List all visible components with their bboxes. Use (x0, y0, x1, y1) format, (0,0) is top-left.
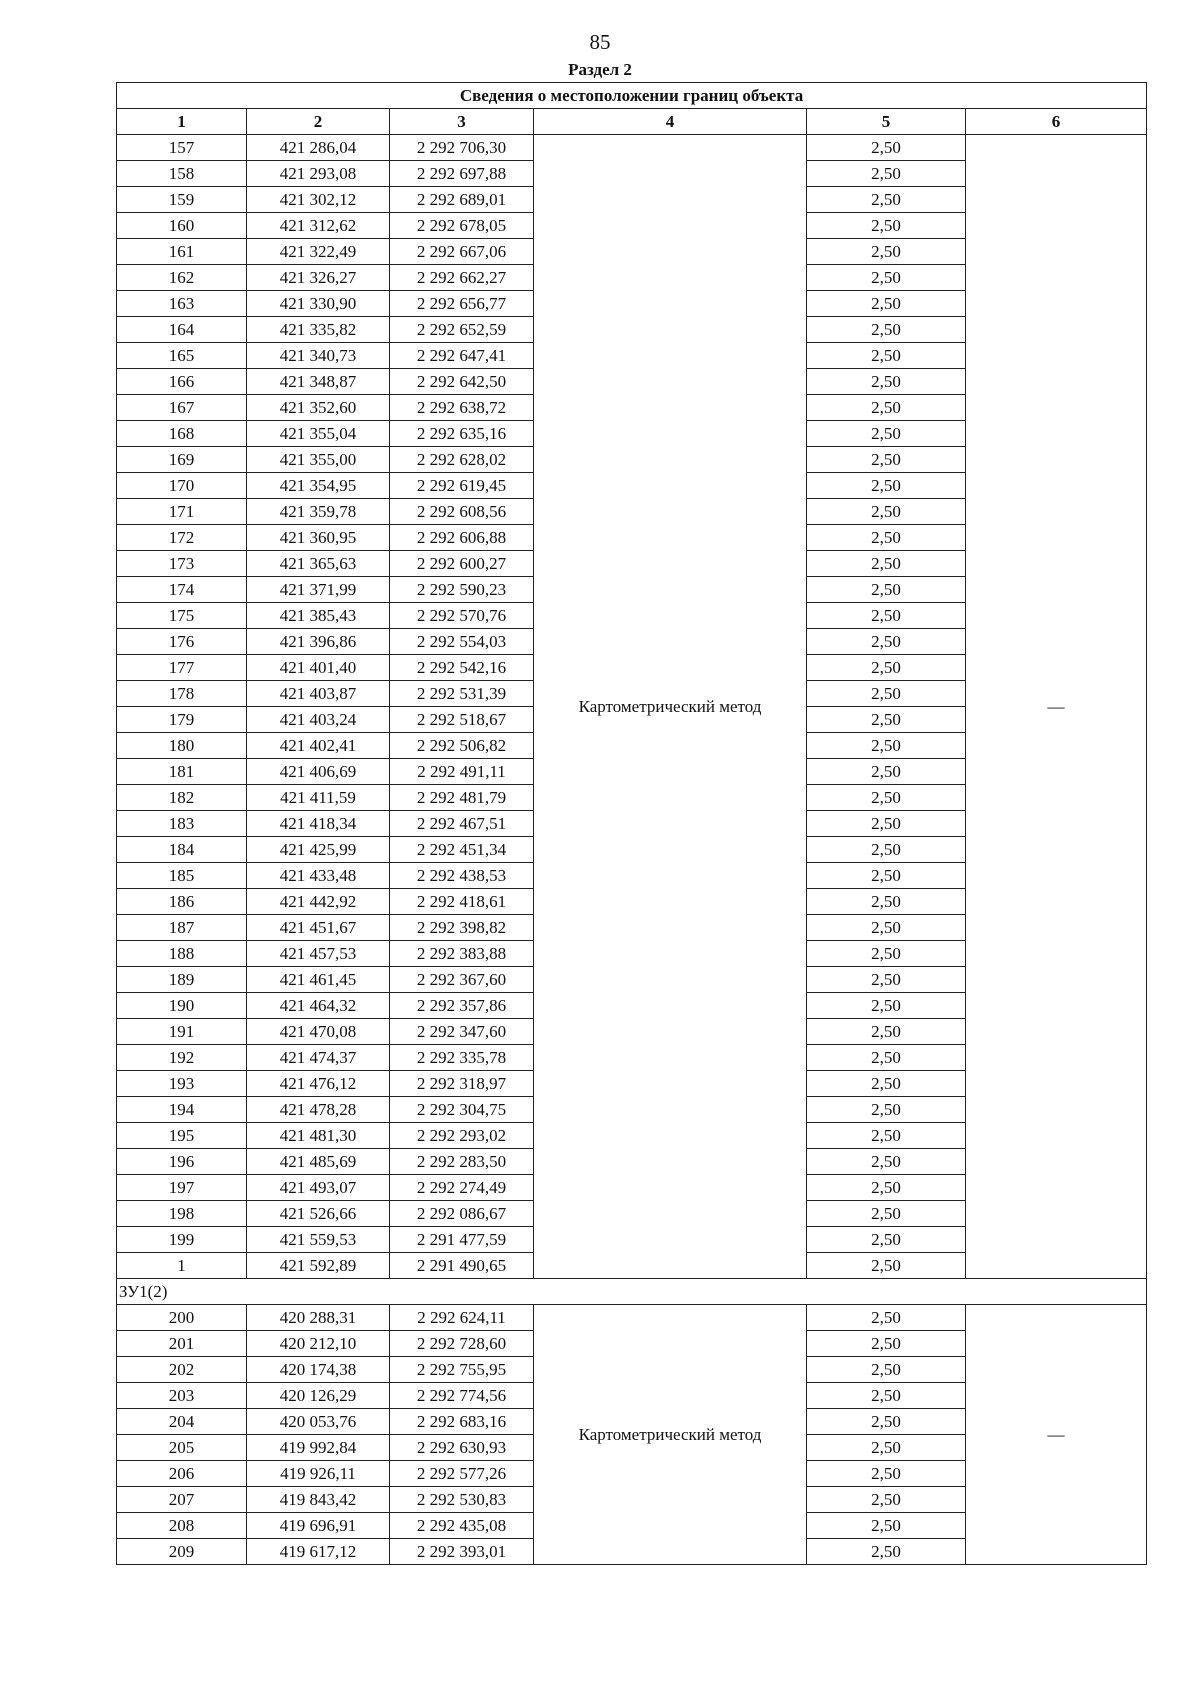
point-number-cell: 174 (117, 577, 247, 603)
x-coordinate-cell: 419 926,11 (247, 1461, 390, 1487)
y-coordinate-cell: 2 292 542,16 (390, 655, 534, 681)
group-label: ЗУ1(2) (117, 1279, 1147, 1305)
x-coordinate-cell: 421 418,34 (247, 811, 390, 837)
x-coordinate-cell: 421 559,53 (247, 1227, 390, 1253)
point-number-cell: 173 (117, 551, 247, 577)
y-coordinate-cell: 2 292 774,56 (390, 1383, 534, 1409)
y-coordinate-cell: 2 292 608,56 (390, 499, 534, 525)
y-coordinate-cell: 2 292 630,93 (390, 1435, 534, 1461)
x-coordinate-cell: 421 293,08 (247, 161, 390, 187)
accuracy-cell: 2,50 (807, 161, 966, 187)
y-coordinate-cell: 2 292 398,82 (390, 915, 534, 941)
accuracy-cell: 2,50 (807, 993, 966, 1019)
y-coordinate-cell: 2 292 642,50 (390, 369, 534, 395)
point-number-cell: 193 (117, 1071, 247, 1097)
point-number-cell: 184 (117, 837, 247, 863)
accuracy-cell: 2,50 (807, 1175, 966, 1201)
point-number-cell: 177 (117, 655, 247, 681)
accuracy-cell: 2,50 (807, 733, 966, 759)
x-coordinate-cell: 421 425,99 (247, 837, 390, 863)
y-coordinate-cell: 2 292 393,01 (390, 1539, 534, 1565)
x-coordinate-cell: 421 322,49 (247, 239, 390, 265)
accuracy-cell: 2,50 (807, 941, 966, 967)
point-number-cell: 182 (117, 785, 247, 811)
y-coordinate-cell: 2 292 438,53 (390, 863, 534, 889)
x-coordinate-cell: 420 174,38 (247, 1357, 390, 1383)
point-number-cell: 157 (117, 135, 247, 161)
y-coordinate-cell: 2 292 347,60 (390, 1019, 534, 1045)
y-coordinate-cell: 2 292 606,88 (390, 525, 534, 551)
x-coordinate-cell: 419 696,91 (247, 1513, 390, 1539)
x-coordinate-cell: 421 355,04 (247, 421, 390, 447)
point-number-cell: 199 (117, 1227, 247, 1253)
x-coordinate-cell: 421 493,07 (247, 1175, 390, 1201)
point-number-cell: 189 (117, 967, 247, 993)
accuracy-cell: 2,50 (807, 421, 966, 447)
x-coordinate-cell: 420 288,31 (247, 1305, 390, 1331)
y-coordinate-cell: 2 292 683,16 (390, 1409, 534, 1435)
x-coordinate-cell: 421 433,48 (247, 863, 390, 889)
x-coordinate-cell: 421 411,59 (247, 785, 390, 811)
column-header: 1 (117, 109, 247, 135)
point-number-cell: 168 (117, 421, 247, 447)
x-coordinate-cell: 421 355,00 (247, 447, 390, 473)
accuracy-cell: 2,50 (807, 213, 966, 239)
accuracy-cell: 2,50 (807, 1253, 966, 1279)
point-number-cell: 187 (117, 915, 247, 941)
point-number-cell: 201 (117, 1331, 247, 1357)
accuracy-cell: 2,50 (807, 369, 966, 395)
y-coordinate-cell: 2 292 283,50 (390, 1149, 534, 1175)
x-coordinate-cell: 421 312,62 (247, 213, 390, 239)
y-coordinate-cell: 2 292 635,16 (390, 421, 534, 447)
column-header: 3 (390, 109, 534, 135)
x-coordinate-cell: 421 485,69 (247, 1149, 390, 1175)
y-coordinate-cell: 2 292 383,88 (390, 941, 534, 967)
y-coordinate-cell: 2 292 554,03 (390, 629, 534, 655)
x-coordinate-cell: 421 481,30 (247, 1123, 390, 1149)
x-coordinate-cell: 421 326,27 (247, 265, 390, 291)
y-coordinate-cell: 2 292 318,97 (390, 1071, 534, 1097)
y-coordinate-cell: 2 292 451,34 (390, 837, 534, 863)
y-coordinate-cell: 2 292 647,41 (390, 343, 534, 369)
point-number-cell: 192 (117, 1045, 247, 1071)
y-coordinate-cell: 2 292 274,49 (390, 1175, 534, 1201)
table-body (117, 135, 1147, 1565)
point-number-cell: 205 (117, 1435, 247, 1461)
y-coordinate-cell: 2 292 570,76 (390, 603, 534, 629)
table-caption: Сведения о местоположении границ объекта (117, 83, 1147, 109)
y-coordinate-cell: 2 292 481,79 (390, 785, 534, 811)
y-coordinate-cell: 2 292 590,23 (390, 577, 534, 603)
column-header: 4 (534, 109, 807, 135)
x-coordinate-cell: 421 352,60 (247, 395, 390, 421)
y-coordinate-cell: 2 292 678,05 (390, 213, 534, 239)
x-coordinate-cell: 421 474,37 (247, 1045, 390, 1071)
y-coordinate-cell: 2 292 357,86 (390, 993, 534, 1019)
point-number-cell: 190 (117, 993, 247, 1019)
accuracy-cell: 2,50 (807, 1149, 966, 1175)
y-coordinate-cell: 2 292 335,78 (390, 1045, 534, 1071)
x-coordinate-cell: 421 476,12 (247, 1071, 390, 1097)
accuracy-cell: 2,50 (807, 1305, 966, 1331)
accuracy-cell: 2,50 (807, 707, 966, 733)
point-number-cell: 159 (117, 187, 247, 213)
accuracy-cell: 2,50 (807, 863, 966, 889)
y-coordinate-cell: 2 292 619,45 (390, 473, 534, 499)
point-number-cell: 191 (117, 1019, 247, 1045)
point-number-cell: 194 (117, 1097, 247, 1123)
x-coordinate-cell: 421 302,12 (247, 187, 390, 213)
method-cell: Картометрический метод (534, 135, 807, 1279)
x-coordinate-cell: 421 470,08 (247, 1019, 390, 1045)
point-number-cell: 202 (117, 1357, 247, 1383)
accuracy-cell: 2,50 (807, 1383, 966, 1409)
point-number-cell: 161 (117, 239, 247, 265)
point-number-cell: 185 (117, 863, 247, 889)
point-number-cell: 178 (117, 681, 247, 707)
accuracy-cell: 2,50 (807, 1331, 966, 1357)
y-coordinate-cell: 2 292 656,77 (390, 291, 534, 317)
point-number-cell: 158 (117, 161, 247, 187)
y-coordinate-cell: 2 292 491,11 (390, 759, 534, 785)
point-number-cell: 169 (117, 447, 247, 473)
x-coordinate-cell: 421 464,32 (247, 993, 390, 1019)
accuracy-cell: 2,50 (807, 473, 966, 499)
y-coordinate-cell: 2 292 577,26 (390, 1461, 534, 1487)
x-coordinate-cell: 421 451,67 (247, 915, 390, 941)
y-coordinate-cell: 2 292 755,95 (390, 1357, 534, 1383)
accuracy-cell: 2,50 (807, 265, 966, 291)
y-coordinate-cell: 2 292 530,83 (390, 1487, 534, 1513)
x-coordinate-cell: 421 286,04 (247, 135, 390, 161)
x-coordinate-cell: 421 406,69 (247, 759, 390, 785)
table-row (117, 135, 1147, 161)
accuracy-cell: 2,50 (807, 967, 966, 993)
y-coordinate-cell: 2 292 467,51 (390, 811, 534, 837)
point-number-cell: 180 (117, 733, 247, 759)
point-number-cell: 171 (117, 499, 247, 525)
accuracy-cell: 2,50 (807, 1409, 966, 1435)
x-coordinate-cell: 421 330,90 (247, 291, 390, 317)
accuracy-cell: 2,50 (807, 239, 966, 265)
y-coordinate-cell: 2 291 490,65 (390, 1253, 534, 1279)
accuracy-cell: 2,50 (807, 1357, 966, 1383)
point-number-cell: 179 (117, 707, 247, 733)
point-number-cell: 160 (117, 213, 247, 239)
x-coordinate-cell: 421 461,45 (247, 967, 390, 993)
x-coordinate-cell: 421 365,63 (247, 551, 390, 577)
y-coordinate-cell: 2 292 304,75 (390, 1097, 534, 1123)
point-number-cell: 204 (117, 1409, 247, 1435)
accuracy-cell: 2,50 (807, 811, 966, 837)
x-coordinate-cell: 421 592,89 (247, 1253, 390, 1279)
x-coordinate-cell: 419 843,42 (247, 1487, 390, 1513)
y-coordinate-cell: 2 292 293,02 (390, 1123, 534, 1149)
x-coordinate-cell: 419 617,12 (247, 1539, 390, 1565)
note-cell: — (966, 135, 1147, 1279)
point-number-cell: 170 (117, 473, 247, 499)
y-coordinate-cell: 2 292 367,60 (390, 967, 534, 993)
point-number-cell: 197 (117, 1175, 247, 1201)
x-coordinate-cell: 420 212,10 (247, 1331, 390, 1357)
y-coordinate-cell: 2 292 628,02 (390, 447, 534, 473)
accuracy-cell: 2,50 (807, 1513, 966, 1539)
x-coordinate-cell: 421 335,82 (247, 317, 390, 343)
accuracy-cell: 2,50 (807, 343, 966, 369)
y-coordinate-cell: 2 292 531,39 (390, 681, 534, 707)
accuracy-cell: 2,50 (807, 1435, 966, 1461)
x-coordinate-cell: 421 385,43 (247, 603, 390, 629)
accuracy-cell: 2,50 (807, 785, 966, 811)
x-coordinate-cell: 421 354,95 (247, 473, 390, 499)
y-coordinate-cell: 2 292 518,67 (390, 707, 534, 733)
table-row (117, 1305, 1147, 1331)
accuracy-cell: 2,50 (807, 915, 966, 941)
note-cell: — (966, 1305, 1147, 1565)
x-coordinate-cell: 420 126,29 (247, 1383, 390, 1409)
accuracy-cell: 2,50 (807, 1123, 966, 1149)
accuracy-cell: 2,50 (807, 681, 966, 707)
accuracy-cell: 2,50 (807, 837, 966, 863)
point-number-cell: 164 (117, 317, 247, 343)
y-coordinate-cell: 2 292 506,82 (390, 733, 534, 759)
point-number-cell: 181 (117, 759, 247, 785)
x-coordinate-cell: 421 360,95 (247, 525, 390, 551)
accuracy-cell: 2,50 (807, 317, 966, 343)
y-coordinate-cell: 2 292 435,08 (390, 1513, 534, 1539)
x-coordinate-cell: 421 402,41 (247, 733, 390, 759)
accuracy-cell: 2,50 (807, 1045, 966, 1071)
point-number-cell: 167 (117, 395, 247, 421)
accuracy-cell: 2,50 (807, 499, 966, 525)
x-coordinate-cell: 421 403,87 (247, 681, 390, 707)
y-coordinate-cell: 2 291 477,59 (390, 1227, 534, 1253)
column-header: 6 (966, 109, 1147, 135)
y-coordinate-cell: 2 292 697,88 (390, 161, 534, 187)
point-number-cell: 166 (117, 369, 247, 395)
point-number-cell: 163 (117, 291, 247, 317)
accuracy-cell: 2,50 (807, 187, 966, 213)
accuracy-cell: 2,50 (807, 577, 966, 603)
x-coordinate-cell: 421 526,66 (247, 1201, 390, 1227)
accuracy-cell: 2,50 (807, 525, 966, 551)
accuracy-cell: 2,50 (807, 1539, 966, 1565)
point-number-cell: 186 (117, 889, 247, 915)
x-coordinate-cell: 421 359,78 (247, 499, 390, 525)
point-number-cell: 206 (117, 1461, 247, 1487)
accuracy-cell: 2,50 (807, 1201, 966, 1227)
x-coordinate-cell: 420 053,76 (247, 1409, 390, 1435)
method-cell: Картометрический метод (534, 1305, 807, 1565)
point-number-cell: 208 (117, 1513, 247, 1539)
accuracy-cell: 2,50 (807, 629, 966, 655)
y-coordinate-cell: 2 292 086,67 (390, 1201, 534, 1227)
point-number-cell: 188 (117, 941, 247, 967)
accuracy-cell: 2,50 (807, 1461, 966, 1487)
accuracy-cell: 2,50 (807, 1019, 966, 1045)
column-header: 2 (247, 109, 390, 135)
x-coordinate-cell: 421 403,24 (247, 707, 390, 733)
x-coordinate-cell: 421 457,53 (247, 941, 390, 967)
x-coordinate-cell: 421 396,86 (247, 629, 390, 655)
section-title: Раздел 2 (568, 60, 632, 79)
x-coordinate-cell: 421 340,73 (247, 343, 390, 369)
x-coordinate-cell: 421 442,92 (247, 889, 390, 915)
accuracy-cell: 2,50 (807, 1227, 966, 1253)
accuracy-cell: 2,50 (807, 1097, 966, 1123)
column-header: 5 (807, 109, 966, 135)
point-number-cell: 200 (117, 1305, 247, 1331)
boundary-coordinates-table (116, 82, 1147, 1565)
point-number-cell: 196 (117, 1149, 247, 1175)
point-number-cell: 176 (117, 629, 247, 655)
point-number-cell: 203 (117, 1383, 247, 1409)
accuracy-cell: 2,50 (807, 395, 966, 421)
x-coordinate-cell: 421 401,40 (247, 655, 390, 681)
y-coordinate-cell: 2 292 418,61 (390, 889, 534, 915)
point-number-cell: 198 (117, 1201, 247, 1227)
accuracy-cell: 2,50 (807, 447, 966, 473)
accuracy-cell: 2,50 (807, 759, 966, 785)
y-coordinate-cell: 2 292 689,01 (390, 187, 534, 213)
y-coordinate-cell: 2 292 728,60 (390, 1331, 534, 1357)
point-number-cell: 209 (117, 1539, 247, 1565)
accuracy-cell: 2,50 (807, 551, 966, 577)
y-coordinate-cell: 2 292 624,11 (390, 1305, 534, 1331)
y-coordinate-cell: 2 292 667,06 (390, 239, 534, 265)
accuracy-cell: 2,50 (807, 603, 966, 629)
y-coordinate-cell: 2 292 652,59 (390, 317, 534, 343)
x-coordinate-cell: 421 478,28 (247, 1097, 390, 1123)
point-number-cell: 183 (117, 811, 247, 837)
point-number-cell: 195 (117, 1123, 247, 1149)
point-number-cell: 175 (117, 603, 247, 629)
accuracy-cell: 2,50 (807, 889, 966, 915)
x-coordinate-cell: 421 348,87 (247, 369, 390, 395)
y-coordinate-cell: 2 292 600,27 (390, 551, 534, 577)
y-coordinate-cell: 2 292 706,30 (390, 135, 534, 161)
group-label-row (117, 1279, 1147, 1305)
page-number: 85 (589, 30, 611, 54)
accuracy-cell: 2,50 (807, 1487, 966, 1513)
accuracy-cell: 2,50 (807, 291, 966, 317)
y-coordinate-cell: 2 292 638,72 (390, 395, 534, 421)
x-coordinate-cell: 419 992,84 (247, 1435, 390, 1461)
point-number-cell: 207 (117, 1487, 247, 1513)
y-coordinate-cell: 2 292 662,27 (390, 265, 534, 291)
point-number-cell: 1 (117, 1253, 247, 1279)
accuracy-cell: 2,50 (807, 135, 966, 161)
accuracy-cell: 2,50 (807, 1071, 966, 1097)
accuracy-cell: 2,50 (807, 655, 966, 681)
x-coordinate-cell: 421 371,99 (247, 577, 390, 603)
point-number-cell: 172 (117, 525, 247, 551)
point-number-cell: 165 (117, 343, 247, 369)
point-number-cell: 162 (117, 265, 247, 291)
